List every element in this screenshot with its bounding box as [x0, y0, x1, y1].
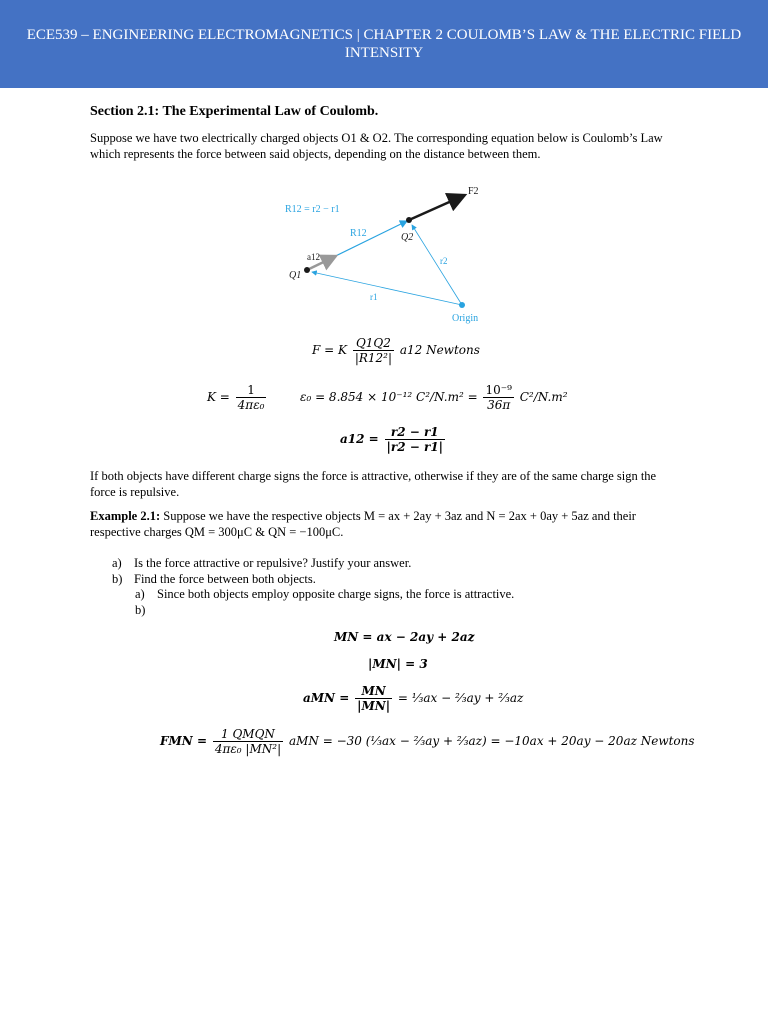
fmn-equation: FMN = $\frac{\text{1 QMQN}}{\text{4πε₀ |MN²|}}$ aMN = −30 (⅓ax − ⅔ay + ⅔az) = −10ax + 20ay − 20az Newtons — [160, 727, 695, 756]
mn-vector-equation: MN = ax − 2ay + 2az — [334, 630, 475, 644]
header-title: ECE539 – ENGINEERING ELECTROMAGNETICS | CHAPTER 2 COULOMB’S LAW & THE ELECTRIC FIELD INTENSITY — [26, 27, 742, 61]
f2-vector — [409, 195, 465, 220]
document-body — [90, 104, 680, 170]
origin-label: Origin — [452, 313, 479, 324]
q2-point — [406, 217, 412, 223]
r12-label: R12 — [350, 228, 367, 239]
k-constant-equation: K = $\frac{1}{\text{4πε₀}}$ — [207, 383, 265, 412]
q2-label: Q2 — [401, 232, 414, 243]
list-item: b) — [135, 603, 146, 617]
r12-equation-label: R12 = r2 − r1 — [285, 204, 340, 215]
a12-label: a12 — [307, 252, 320, 262]
intro-paragraph: Suppose we have two electrically charged objects O1 & O2. The corresponding equation below is Coulomb’s Law which represents the force between said objects, depending on the distance between them. — [90, 131, 663, 161]
r2-vector — [412, 225, 462, 305]
list-item: b) Find the force between both objects. — [112, 572, 316, 586]
origin-point — [459, 302, 465, 308]
amn-equation: aMN = $\frac{MN}{|MN|}$ = ⅓ax − ⅔ay + ⅔az — [303, 684, 524, 713]
r2-label: r2 — [440, 256, 448, 266]
answer-list — [135, 587, 514, 619]
example-text: Suppose we have the respective objects M = ax + 2ay + 3az and N = 2ax + 0ay + 5az and their respective charges QM = 300μC & QN = −100μC. — [90, 509, 636, 539]
r1-vector — [312, 272, 462, 305]
repulsive-paragraph: If both objects have different charge signs the force is attractive, otherwise if they are of the same charge sign the force is repulsive. — [90, 469, 657, 499]
coulomb-diagram — [270, 182, 510, 327]
example-label: Example 2.1: — [90, 509, 161, 523]
list-item: a) Since both objects employ opposite charge signs, the force is attractive. — [135, 587, 515, 601]
permittivity-equation: ε₀ = 8.854 × 10⁻¹² C²/N.m² = $\frac{\text{10⁻⁹}}{36\pi}$ C²/N.m² — [300, 383, 568, 412]
mn-magnitude-equation: |MN| = 3 — [368, 657, 428, 671]
document-header — [0, 0, 768, 88]
example-paragraph — [90, 508, 680, 540]
list-item: a) Is the force attractive or repulsive? Justify your answer. — [112, 556, 412, 570]
q1-label: Q1 — [289, 270, 302, 281]
section-title: Section 2.1: The Experimental Law of Coulomb. — [90, 104, 379, 119]
q1-point — [304, 267, 310, 273]
r1-label: r1 — [370, 292, 378, 302]
body-text — [90, 468, 680, 548]
question-list — [112, 555, 411, 587]
coulomb-force-equation: F = K $\frac{Q1Q2}{\text{|R12²|}}$ a12 Newtons — [312, 336, 480, 365]
f2-label: F2 — [468, 186, 479, 197]
unit-vector-equation: a12 = $\frac{r2 - r1}{|r2 - r1|}$ — [340, 425, 444, 454]
